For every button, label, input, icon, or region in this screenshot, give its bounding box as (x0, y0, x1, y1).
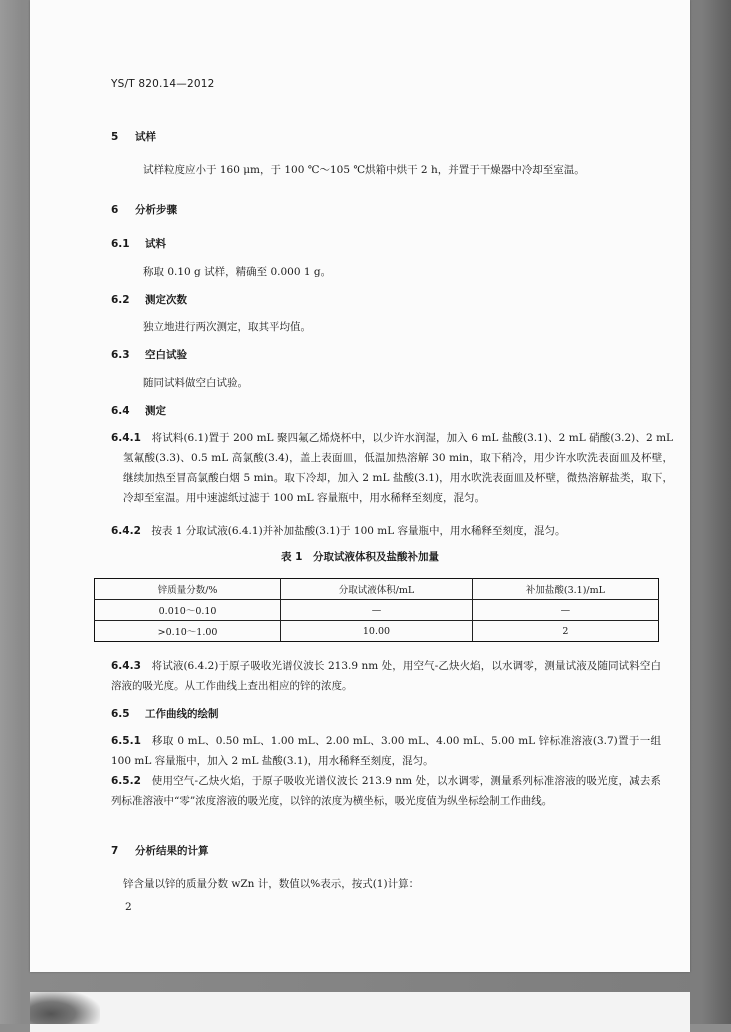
table-row (95, 600, 659, 621)
table-cell: — (472, 600, 658, 621)
section-5-text: 试样粒度应小于 160 μm，于 100 ℃～105 ℃烘箱中烘干 2 h，并置于干燥器中冷却至室温。 (143, 164, 585, 176)
section-6-4-3: 6.4.3 将试液(6.4.2)于原子吸收光谱仪波长 213.9 nm 处，用空气-乙炔火焰，以水调零，测量试液及随同试料空白溶液的吸光度。从工作曲线上查出相应的锌的浓度。 (111, 660, 662, 692)
table-header-row (95, 579, 659, 600)
next-page-edge (30, 992, 690, 1032)
document-page (30, 0, 690, 972)
standard-code: YS/T 820.14—2012 (111, 78, 215, 90)
section-6-4-heading: 6.4 测定 (111, 405, 166, 417)
section-6-5-2: 6.5.2 使用空气-乙炔火焰，于原子吸收光谱仪波长 213.9 nm 处，以水调零，测量系列标准溶液的吸光度，减去系列标准溶液中“零”浓度溶液的吸光度，以锌的浓度为横坐标，吸光度值为纵坐标绘制工作曲线。 (111, 775, 662, 807)
section-6-4-2: 6.4.2 按表 1 分取试液(6.4.1)并补加盐酸(3.1)于 100 mL 容量瓶中，用水稀释至刻度，混匀。 (111, 525, 566, 537)
page-number: 2 (125, 901, 132, 913)
section-6-3-heading: 6.3 空白试验 (111, 349, 187, 361)
section-6-3-text: 随同试料做空白试验。 (143, 377, 248, 389)
section-6-2-heading: 6.2 测定次数 (111, 294, 187, 306)
section-6-2-text: 独立地进行两次测定，取其平均值。 (143, 321, 311, 333)
section-6-1-heading: 6.1 试料 (111, 238, 166, 250)
section-6-1-text: 称取 0.10 g 试样，精确至 0.000 1 g。 (143, 266, 332, 278)
table-row (95, 621, 659, 642)
section-7-heading: 7 分析结果的计算 (111, 845, 209, 857)
table-cell: 0.010～0.10 (95, 600, 281, 621)
table-cell: 10.00 (281, 621, 473, 642)
table-header-cell: 锌质量分数/% (95, 579, 281, 600)
section-6-5-heading: 6.5 工作曲线的绘制 (111, 708, 219, 720)
section-5-heading: 5 试样 (111, 131, 156, 143)
table-header-cell: 分取试液体积/mL (281, 579, 473, 600)
section-6-5-1: 6.5.1 移取 0 mL、0.50 mL、1.00 mL、2.00 mL、3.00 mL、4.00 mL、5.00 mL 锌标准溶液(3.7)置于一组 100 mL 容量瓶中，加入 2 mL 盐酸(3.1)，用水稀释至刻度，混匀。 (111, 735, 662, 767)
table-1-caption: 表 1 分取试液体积及盐酸补加量 (281, 551, 439, 563)
table-cell: 2 (472, 621, 658, 642)
scan-smudge (30, 990, 100, 1024)
table-1 (94, 578, 659, 642)
section-7-text: 锌含量以锌的质量分数 wZn 计，数值以%表示，按式(1)计算： (123, 878, 420, 890)
table-cell: — (281, 600, 473, 621)
section-6-heading: 6 分析步骤 (111, 204, 177, 216)
table-header-cell: 补加盐酸(3.1)/mL (472, 579, 658, 600)
section-6-4-1: 6.4.1 将试料(6.1)置于 200 mL 聚四氟乙烯烧杯中，以少许水润湿，加入 6 mL 盐酸(3.1)、2 mL 硝酸(3.2)、2 mL 氢氟酸(3.3)、0.5 mL 高氯酸(3.4)，盖上表面皿，低温加热溶解 30 min，取下稍冷，用少许水吹洗表面皿及杯壁，继续加热至冒高氯酸白烟 5 min。取下冷却，加入 2 mL 盐酸(3.1)，用水吹洗表面皿及杯壁，微热溶解盐类，取下，冷却至室温。用中速滤纸过滤于 100 mL 容量瓶中，用水稀释至刻度，混匀。 (111, 432, 674, 504)
table-cell: >0.10～1.00 (95, 621, 281, 642)
